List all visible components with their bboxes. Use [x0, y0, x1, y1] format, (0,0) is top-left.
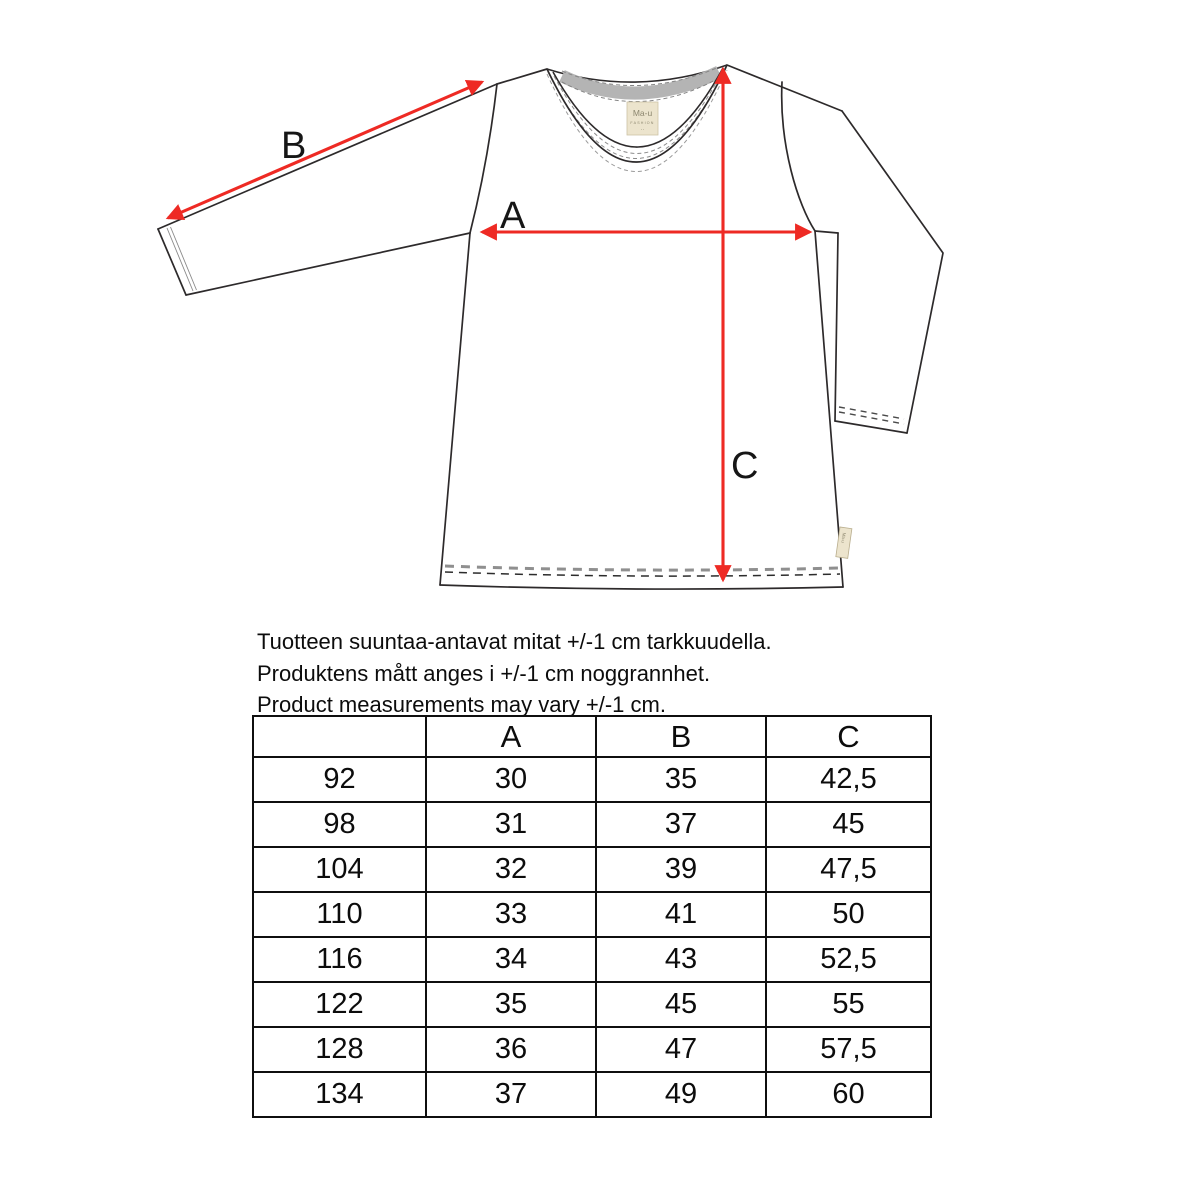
neck-label	[627, 102, 658, 135]
header-b: B	[596, 716, 766, 757]
size-cell: 134	[253, 1072, 426, 1117]
left-armhole-seam	[470, 84, 497, 233]
left-cuff-stitch	[171, 227, 197, 290]
right-cuff-stitch	[839, 412, 904, 424]
neck-label-brand: Ma-u	[632, 108, 653, 118]
value-cell: 49	[596, 1072, 766, 1117]
table-row	[253, 1027, 931, 1072]
value-cell: 45	[766, 802, 931, 847]
measure-arrow-b	[168, 82, 482, 218]
right-cuff-stitch	[839, 407, 904, 419]
shirt-outline	[158, 65, 943, 589]
measure-label-b: B	[281, 125, 307, 167]
right-armhole-seam	[782, 82, 815, 231]
value-cell: 32	[426, 847, 596, 892]
hem-stitch-outer	[445, 566, 840, 570]
size-cell: 104	[253, 847, 426, 892]
table-row	[253, 892, 931, 937]
value-cell: 42,5	[766, 757, 931, 802]
value-cell: 30	[426, 757, 596, 802]
value-cell: 55	[766, 982, 931, 1027]
body-hem-edge	[440, 585, 843, 589]
table-row	[253, 802, 931, 847]
size-cell: 116	[253, 937, 426, 982]
table-row	[253, 847, 931, 892]
value-cell: 33	[426, 892, 596, 937]
header-c: C	[766, 716, 931, 757]
right-sleeve-inner-edge	[835, 233, 838, 421]
stitch-details	[167, 227, 904, 576]
right-sleeve-outer-edge	[842, 111, 943, 433]
value-cell: 31	[426, 802, 596, 847]
left-sleeve-under-edge	[186, 233, 470, 295]
value-cell: 41	[596, 892, 766, 937]
value-cell: 43	[596, 937, 766, 982]
note-english: Product measurements may vary +/-1 cm.	[257, 692, 666, 717]
table-row	[253, 757, 931, 802]
table-row	[253, 1072, 931, 1117]
size-cell: 92	[253, 757, 426, 802]
hem-stitch-inner	[445, 572, 840, 576]
value-cell: 47,5	[766, 847, 931, 892]
measure-label-a: A	[500, 195, 526, 237]
neck-label-line3: ··	[640, 127, 645, 133]
value-cell: 35	[596, 757, 766, 802]
value-cell: 34	[426, 937, 596, 982]
measure-label-c: C	[731, 445, 759, 487]
value-cell: 50	[766, 892, 931, 937]
value-cell: 37	[426, 1072, 596, 1117]
right-shoulder-seam	[727, 65, 842, 111]
size-cell: 110	[253, 892, 426, 937]
table-header-row	[253, 716, 931, 757]
value-cell: 45	[596, 982, 766, 1027]
value-cell: 52,5	[766, 937, 931, 982]
size-table	[252, 715, 932, 1118]
neck-label-line2: FASHION	[630, 121, 655, 125]
value-cell: 60	[766, 1072, 931, 1117]
table-row	[253, 982, 931, 1027]
header-a: A	[426, 716, 596, 757]
left-cuff-edge	[158, 229, 186, 295]
value-cell: 57,5	[766, 1027, 931, 1072]
header-size	[253, 716, 426, 757]
left-sleeve-top-edge	[158, 84, 497, 229]
value-cell: 47	[596, 1027, 766, 1072]
value-cell: 36	[426, 1027, 596, 1072]
size-cell: 122	[253, 982, 426, 1027]
value-cell: 37	[596, 802, 766, 847]
right-underarm-seam	[815, 231, 838, 233]
body-left-seam	[440, 233, 470, 585]
size-cell: 128	[253, 1027, 426, 1072]
table-row	[253, 937, 931, 982]
side-tag-text: Ma-u	[840, 532, 847, 544]
measurement-notes	[257, 626, 772, 721]
value-cell: 39	[596, 847, 766, 892]
note-swedish: Produktens mått anges i +/-1 cm noggrannhet.	[257, 660, 711, 686]
value-cell: 35	[426, 982, 596, 1027]
size-cell: 98	[253, 802, 426, 847]
note-finnish: Tuotteen suuntaa-antavat mitat +/-1 cm tarkkuudella.	[257, 629, 772, 654]
left-shoulder-seam	[497, 69, 547, 84]
